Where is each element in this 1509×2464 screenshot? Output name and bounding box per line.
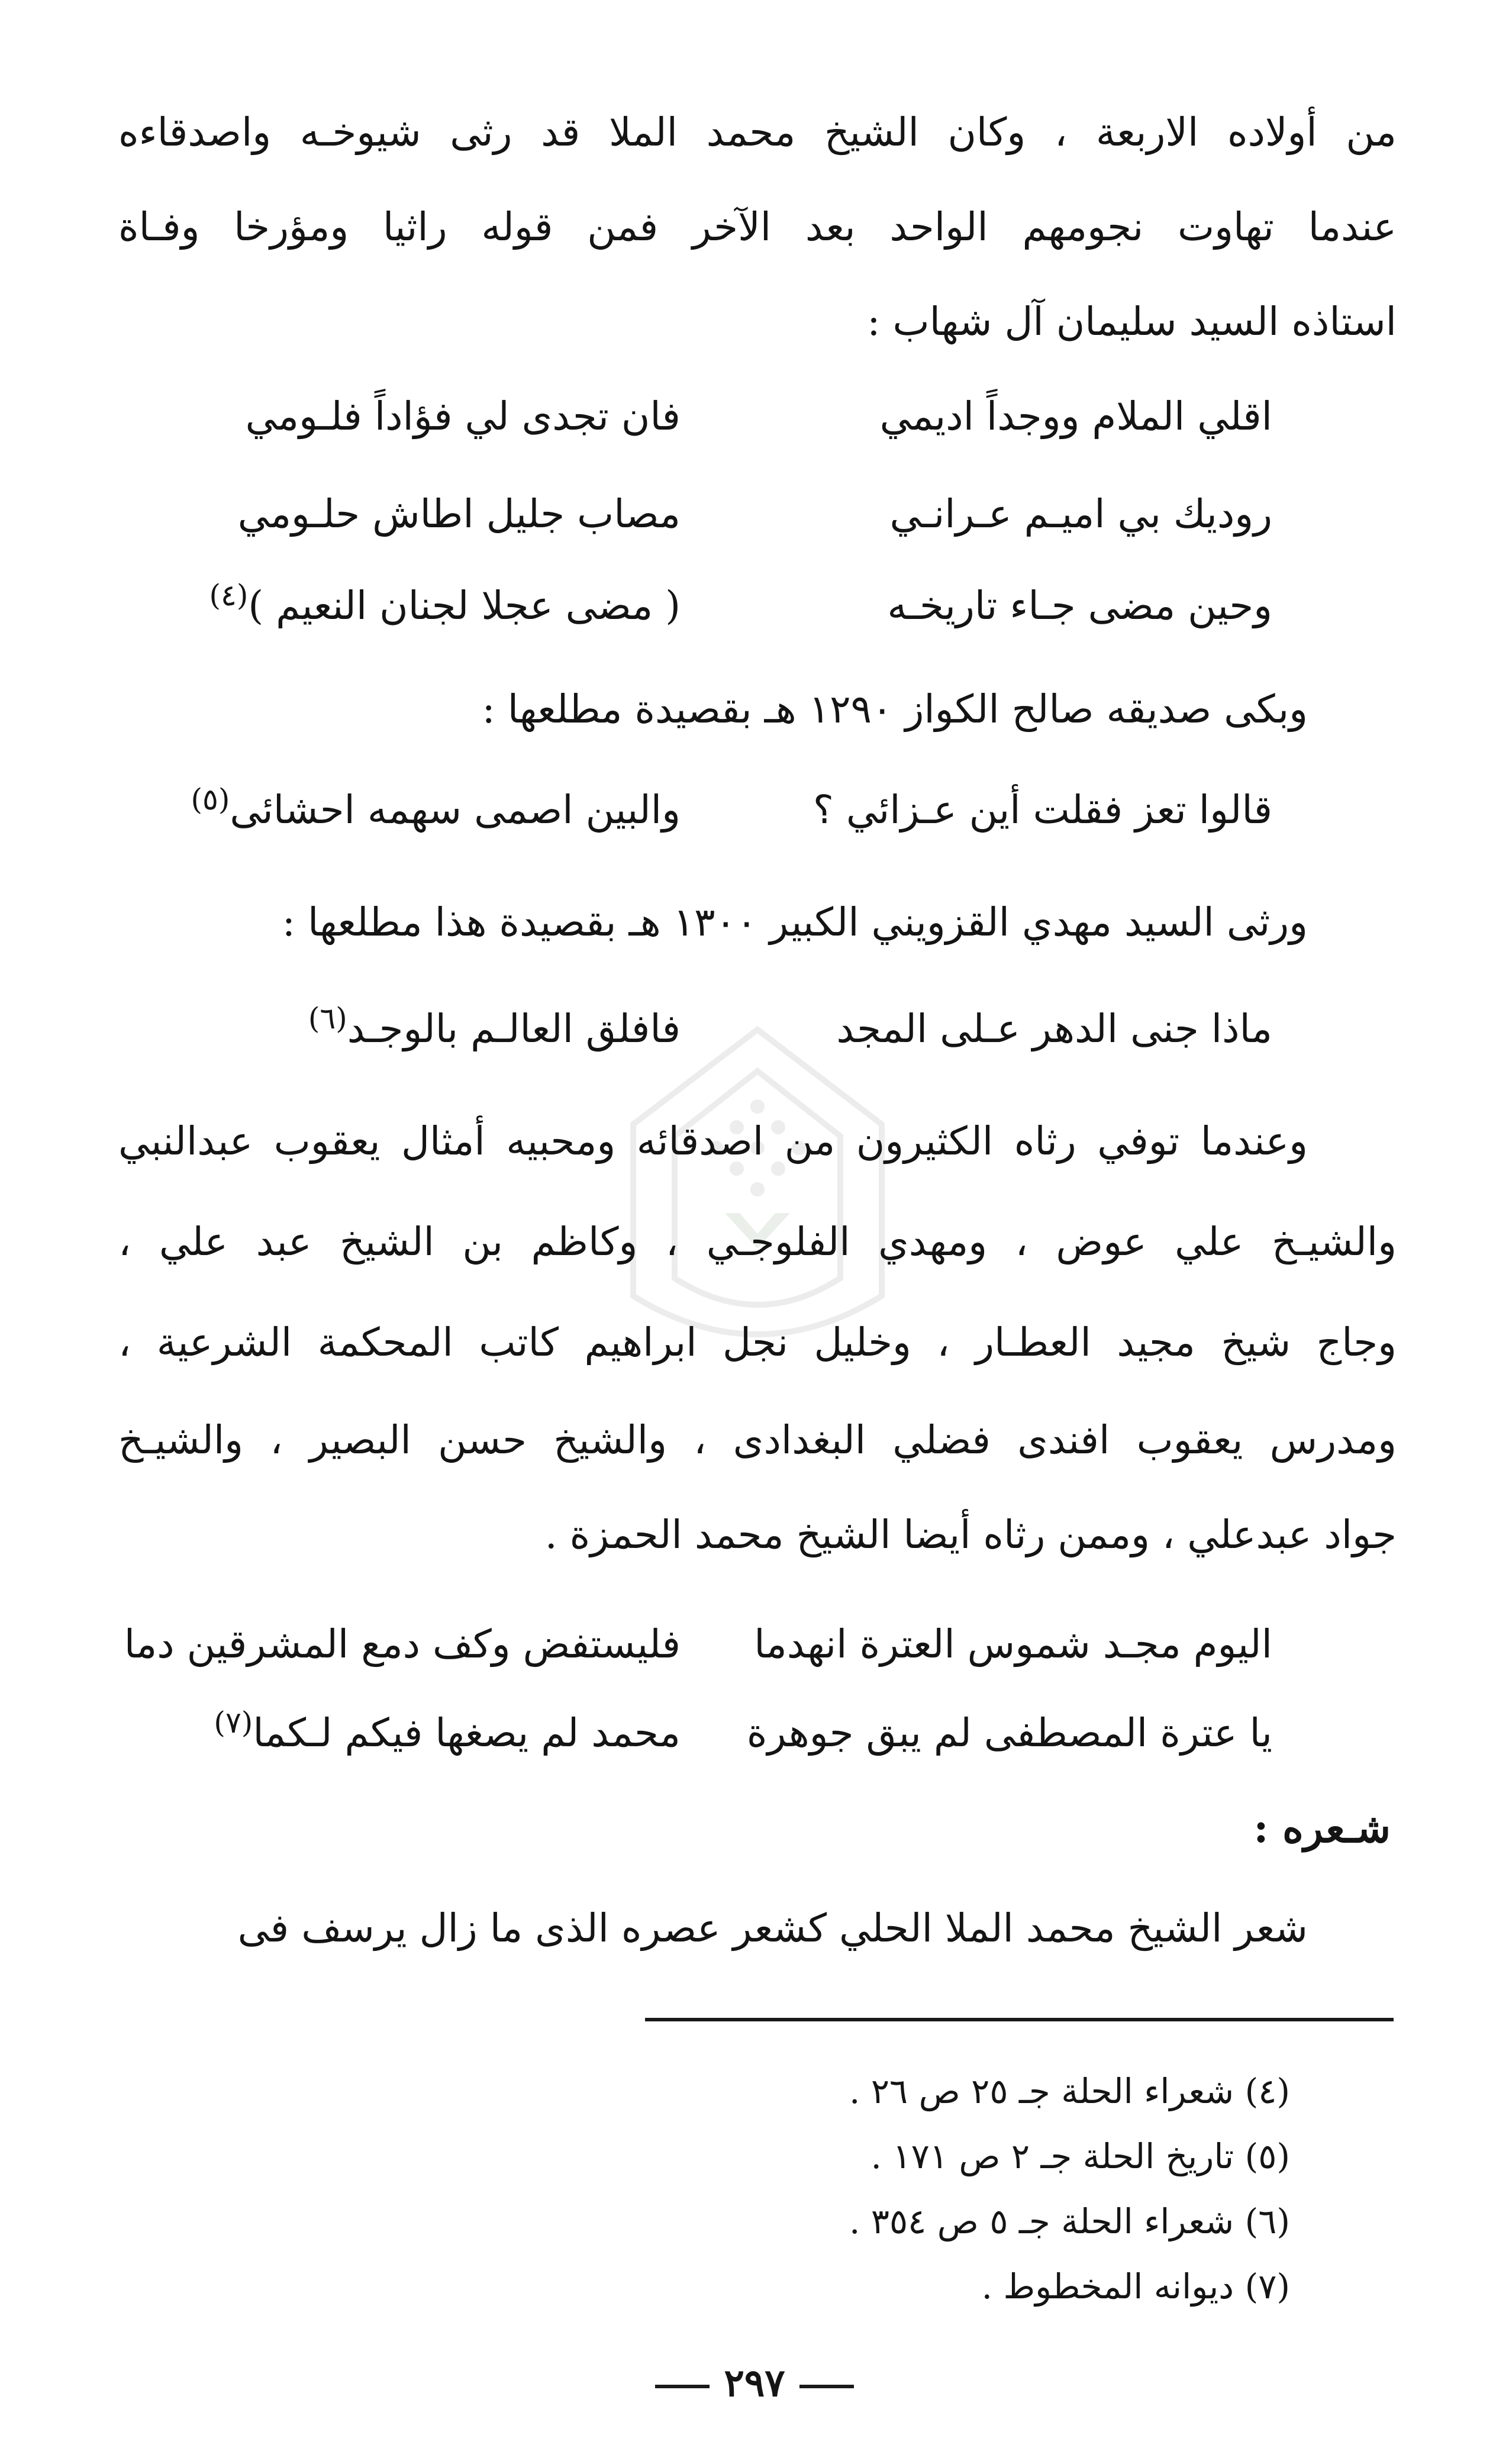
- verse-first-hemistich: وحين مضى جـاء تاريخـه: [887, 583, 1272, 628]
- verse-line: [118, 1621, 1391, 1686]
- section-heading: شـعره :: [1253, 1805, 1391, 1852]
- footnote: (٦) شعراء الحلة جـ ٥ ص ٣٥٤ .: [849, 2201, 1290, 2242]
- footnote-ref: (٥): [191, 782, 230, 817]
- prose-line: وبكى صديقه صالح الكواز ١٢٩٠ هـ بقصيدة مطلعها :: [482, 686, 1308, 732]
- verse-line: [118, 782, 1391, 852]
- verse-line: [118, 578, 1391, 648]
- verse-line: [118, 491, 1391, 556]
- verse-first-hemistich: يا عترة المصطفى لم يبق جوهرة: [746, 1710, 1272, 1756]
- verse-line: [118, 394, 1391, 459]
- verse-first-hemistich: اليوم مجـد شموس العترة انهدما: [754, 1621, 1272, 1667]
- footnote-ref: (٦): [308, 1001, 347, 1036]
- prose-line: جواد عبدعلي ، وممن رثاه أيضا الشيخ محمد الحمزة .: [544, 1512, 1397, 1557]
- verse-first-hemistich: قالوا تعز فقلت أين عـزائي ؟: [812, 787, 1272, 833]
- prose-line: والشيـخ علي عوض ، ومهدي الفلوجـي ، وكاظم بن الشيخ عبد علي ،: [118, 1219, 1397, 1265]
- prose-line: عندما تهاوت نجومهم الواحد بعد الآخر فمن قوله راثيا ومؤرخا وفـاة: [118, 204, 1397, 250]
- verse-second-hemistich: مصاب جليل اطاش حلـومي: [237, 491, 681, 537]
- prose-line: شعر الشيخ محمد الملا الحلي كشعر عصره الذى ما زال يرسف فى: [237, 1905, 1308, 1951]
- verse-second-hemistich: محمد لم يصغها فيكم لـكما$^{(٧)}$: [214, 1705, 681, 1756]
- footnote: (٤) شعراء الحلة جـ ٢٥ ص ٢٦ .: [849, 2071, 1290, 2111]
- footnote-divider: [645, 2018, 1394, 2021]
- prose-line: ورثى السيد مهدي القزويني الكبير ١٣٠٠ هـ بقصيدة هذا مطلعها :: [282, 899, 1308, 945]
- verse-second-hemistich: ( مضى عجلا لجنان النعيم )$^{(٤)}$: [209, 578, 681, 628]
- prose-line: وجاج شيخ مجيد العطـار ، وخليل نجل ابراهيم كاتب المحكمة الشرعية ،: [118, 1320, 1397, 1365]
- verse-line: [118, 1705, 1391, 1775]
- footnote: (٥) تاريخ الحلة جـ ٢ ص ١٧١ .: [870, 2136, 1290, 2176]
- footnote: (٧) ديوانه المخطوط .: [981, 2266, 1290, 2307]
- footnote-ref: (٧): [214, 1705, 253, 1740]
- footnote-ref: (٤): [209, 578, 249, 612]
- page-number: [0, 2361, 1509, 2405]
- prose-line: ومدرس يعقوب افندى فضلي البغدادى ، والشيخ حسن البصير ، والشيـخ: [118, 1417, 1397, 1463]
- prose-line: استاذه السيد سليمان آل شهاب :: [867, 299, 1397, 344]
- verse-first-hemistich: اقلي الملام ووجداً اديمي: [879, 394, 1272, 439]
- verse-first-hemistich: روديك بي اميـم عـرانـي: [889, 491, 1272, 537]
- verse-second-hemistich: فليستفض وكف دمع المشرقين دما: [124, 1621, 681, 1667]
- verse-second-hemistich: فافلق العالـم بالوجـد$^{(٦)}$: [308, 1001, 681, 1052]
- prose-line: وعندما توفي رثاه الكثيرون من اصدقائه ومحبيه أمثال يعقوب عبدالنبي: [118, 1118, 1308, 1164]
- verse-second-hemistich: والبين اصمى سهمه احشائى$^{(٥)}$: [191, 782, 681, 833]
- dash-left: [655, 2385, 710, 2388]
- prose-line: من أولاده الاربعة ، وكان الشيخ محمد الملا قد رثى شيوخـه واصدقاءه: [118, 109, 1397, 155]
- verse-second-hemistich: فان تجدى لي فؤاداً فلـومي: [245, 394, 681, 439]
- verse-first-hemistich: ماذا جنى الدهر عـلى المجد: [836, 1006, 1272, 1052]
- dash-right: [799, 2385, 854, 2388]
- page-number-value: ٢٩٧: [724, 2361, 785, 2405]
